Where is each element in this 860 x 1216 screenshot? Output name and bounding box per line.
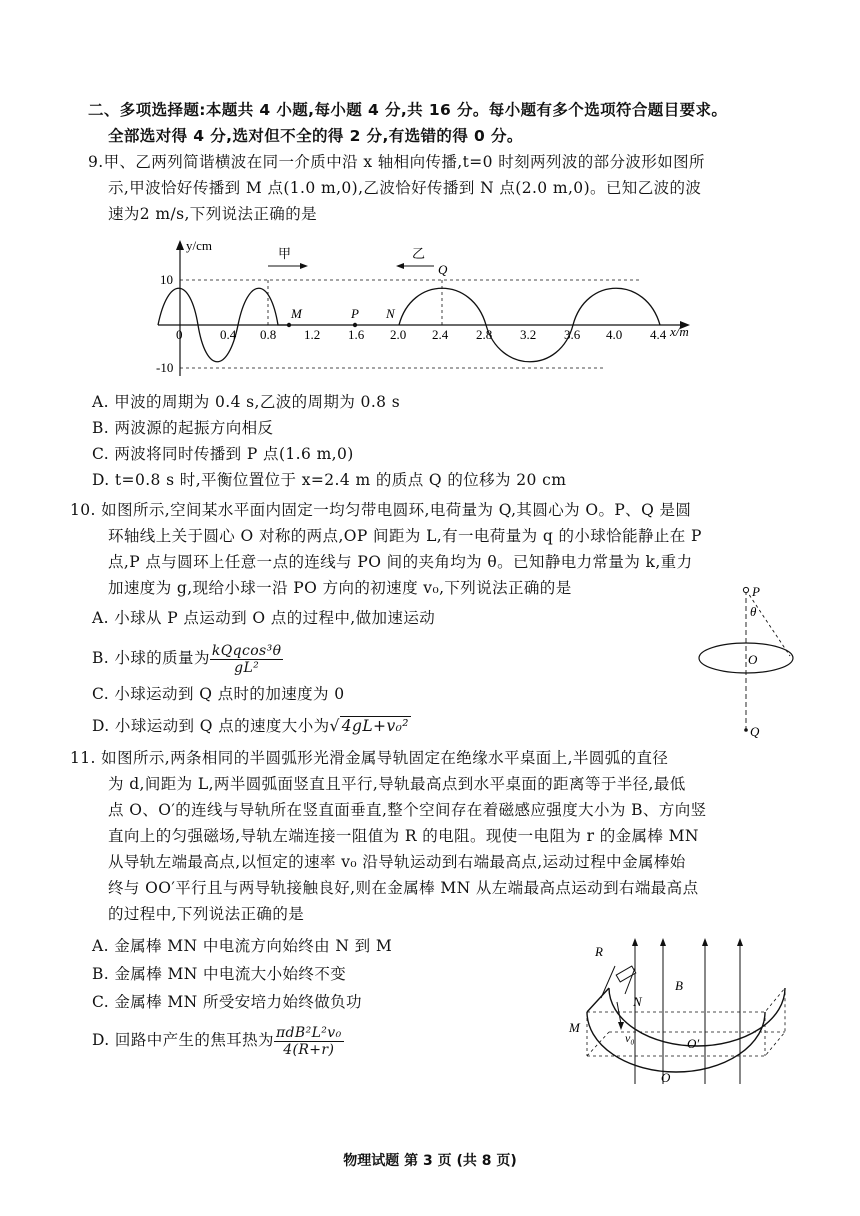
wave-b-arrow xyxy=(396,263,404,269)
q10-option-b xyxy=(92,640,283,676)
q11-option-d-fraction xyxy=(274,1025,344,1058)
q10-option-b-denominator: gL² xyxy=(234,659,260,676)
x-tick-1.2: 1.2 xyxy=(304,327,321,342)
q11-stem-line1: 11. 如图所示,两条相同的半圆弧形光滑金属导轨固定在绝缘水平桌面上,半圆弧的直径 xyxy=(70,749,669,767)
wave-a-arrow xyxy=(300,263,308,269)
p-to-ring-line xyxy=(746,590,790,656)
label-theta: θ xyxy=(750,604,757,619)
q11-stem-line3: 点 O、O′的连线与导轨所在竖直面垂直,整个空间存在着磁感应强度大小为 B、方向竖 xyxy=(108,801,707,819)
q9-stem-line2: 示,甲波恰好传播到 M 点(1.0 m,0),乙波恰好传播到 N 点(2.0 m,0)。已知乙波的波 xyxy=(108,179,702,197)
label-o: O xyxy=(748,652,758,667)
label-o: O xyxy=(661,1070,671,1085)
q11-option-d-prefix: D. 回路中产生的焦耳热为 xyxy=(92,1031,274,1049)
q10-option-d-radicand: 4gL+v₀² xyxy=(341,717,409,735)
point-m-label: M xyxy=(291,306,302,321)
q10-option-d xyxy=(92,716,411,736)
q10-stem-line4: 加速度为 g,现给小球一沿 PO 方向的初速度 v₀,下列说法正确的是 xyxy=(108,579,572,597)
x-tick-4.4: 4.4 xyxy=(650,327,667,342)
q11-option-b: B. 金属棒 MN 中电流大小始终不变 xyxy=(92,965,347,983)
point-n-label: N xyxy=(386,306,395,321)
q10-option-b-numerator: kQqcos³θ xyxy=(211,642,282,659)
point-q-dot xyxy=(744,728,748,732)
x-axis-label: x/m xyxy=(670,324,689,339)
metal-rod-mn xyxy=(587,988,609,1012)
wave-b-label: 乙 xyxy=(412,246,426,261)
x-tick-0.8: 0.8 xyxy=(260,327,277,342)
x-tick-2.8: 2.8 xyxy=(476,327,493,342)
label-v0: v₀ xyxy=(625,1031,635,1045)
label-n: N xyxy=(633,994,642,1009)
q9-option-b: B. 两波源的起振方向相反 xyxy=(92,419,274,437)
label-o-prime: O′ xyxy=(687,1036,700,1051)
label-r: R xyxy=(595,944,603,959)
q11-stem-line6: 终与 OO′平行且与两导轨接触良好,则在金属棒 MN 从左端最高点运动到右端最高点 xyxy=(108,879,699,897)
y-axis-arrow xyxy=(176,240,184,250)
x-tick-4.0: 4.0 xyxy=(606,327,623,342)
q10-stem-line2: 环轴线上关于圆心 O 对称的两点,OP 间距为 L,有一电荷量为 q 的小球恰能静止在 P xyxy=(108,527,702,545)
q11-stem-line4: 直向上的匀强磁场,导轨左端连接一阻值为 R 的电阻。现使一电阻为 r 的金属棒 MN xyxy=(108,827,699,845)
wave-a-label: 甲 xyxy=(278,246,292,261)
q11-stem-line2: 为 d,间距为 L,两半圆弧面竖直且平行,导轨最高点到水平桌面的距离等于半径,最低 xyxy=(108,775,686,793)
q10-stem-line1: 10. 如图所示,空间某水平面内固定一均匀带电圆环,电荷量为 Q,其圆心为 O。P、Q 是圆 xyxy=(70,501,692,519)
rail-front xyxy=(587,1012,765,1072)
y-tick-neg10: -10 xyxy=(156,360,174,375)
q11-option-a: A. 金属棒 MN 中电流方向始终由 N 到 M xyxy=(92,937,393,955)
q10-stem-line3: 点,P 点与圆环上任意一点的连线与 PO 间的夹角均为 θ。已知静电力常量为 k,重力 xyxy=(108,553,693,571)
x-tick-3.6: 3.6 xyxy=(564,327,581,342)
q9-option-a: A. 甲波的周期为 0.4 s,乙波的周期为 0.8 s xyxy=(92,393,401,411)
point-p-dot xyxy=(353,323,357,327)
x-tick-1.6: 1.6 xyxy=(348,327,365,342)
q11-stem-line5: 从导轨左端最高点,以恒定的速率 v₀ 沿导轨运动到右端最高点,运动过程中金属棒始 xyxy=(108,853,686,871)
q11-option-d xyxy=(92,1022,344,1058)
velocity-arrow xyxy=(618,1022,624,1030)
q11-stem-line7: 的过程中,下列说法正确的是 xyxy=(108,905,305,923)
q9-stem-line3: 速为2 m/s,下列说法正确的是 xyxy=(108,205,317,223)
label-q: Q xyxy=(750,724,760,739)
q11-rail-figure xyxy=(565,936,800,1086)
page-footer: 物理试题 第 3 页 (共 8 页) xyxy=(343,1153,517,1169)
x-tick-3.2: 3.2 xyxy=(520,327,537,342)
q10-option-b-fraction xyxy=(210,643,284,676)
y-tick-10: 10 xyxy=(160,272,173,287)
label-m: M xyxy=(569,1020,580,1035)
q11-option-c: C. 金属棒 MN 所受安培力始终做负功 xyxy=(92,993,362,1011)
section-title-line1: 二、多项选择题:本题共 4 小题,每小题 4 分,共 16 分。每小题有多个选项符合题目要求。 xyxy=(88,101,728,119)
q10-option-d-prefix: D. 小球运动到 Q 点的速度大小为 xyxy=(92,717,330,735)
q10-option-a: A. 小球从 P 点运动到 O 点的过程中,做加速运动 xyxy=(92,609,436,627)
q11-option-d-denominator: 4(R+r) xyxy=(283,1041,335,1058)
q9-option-d: D. t=0.8 s 时,平衡位置位于 x=2.4 m 的质点 Q 的位移为 20 cm xyxy=(92,471,567,489)
y-axis-label: y/cm xyxy=(186,238,212,253)
q10-option-c: C. 小球运动到 Q 点时的加速度为 0 xyxy=(92,685,345,703)
q9-wave-figure xyxy=(150,236,710,386)
q9-option-c: C. 两波将同时传播到 P 点(1.6 m,0) xyxy=(92,445,354,463)
x-tick-0: 0 xyxy=(176,327,183,342)
sqrt-symbol: √ xyxy=(329,717,340,735)
x-tick-2.4: 2.4 xyxy=(432,327,449,342)
ball-at-p xyxy=(743,587,748,592)
q11-option-d-numerator: πdB²L²v₀ xyxy=(275,1024,342,1041)
q10-ring-figure xyxy=(690,584,800,744)
label-p: P xyxy=(752,584,760,599)
label-b: B xyxy=(675,978,683,993)
q10-option-b-prefix: B. 小球的质量为 xyxy=(92,649,210,667)
q9-stem-line1: 9.甲、乙两列简谐横波在同一介质中沿 x 轴相向传播,t=0 时刻两列波的部分波形如图所 xyxy=(88,153,705,171)
x-tick-2.0: 2.0 xyxy=(390,327,407,342)
x-tick-0.4: 0.4 xyxy=(220,327,237,342)
point-q-label: Q xyxy=(438,262,448,277)
section-title-line2: 全部选对得 4 分,选对但不全的得 2 分,有选错的得 0 分。 xyxy=(108,127,523,145)
point-p-label: P xyxy=(351,306,359,321)
point-m-dot xyxy=(287,323,291,327)
